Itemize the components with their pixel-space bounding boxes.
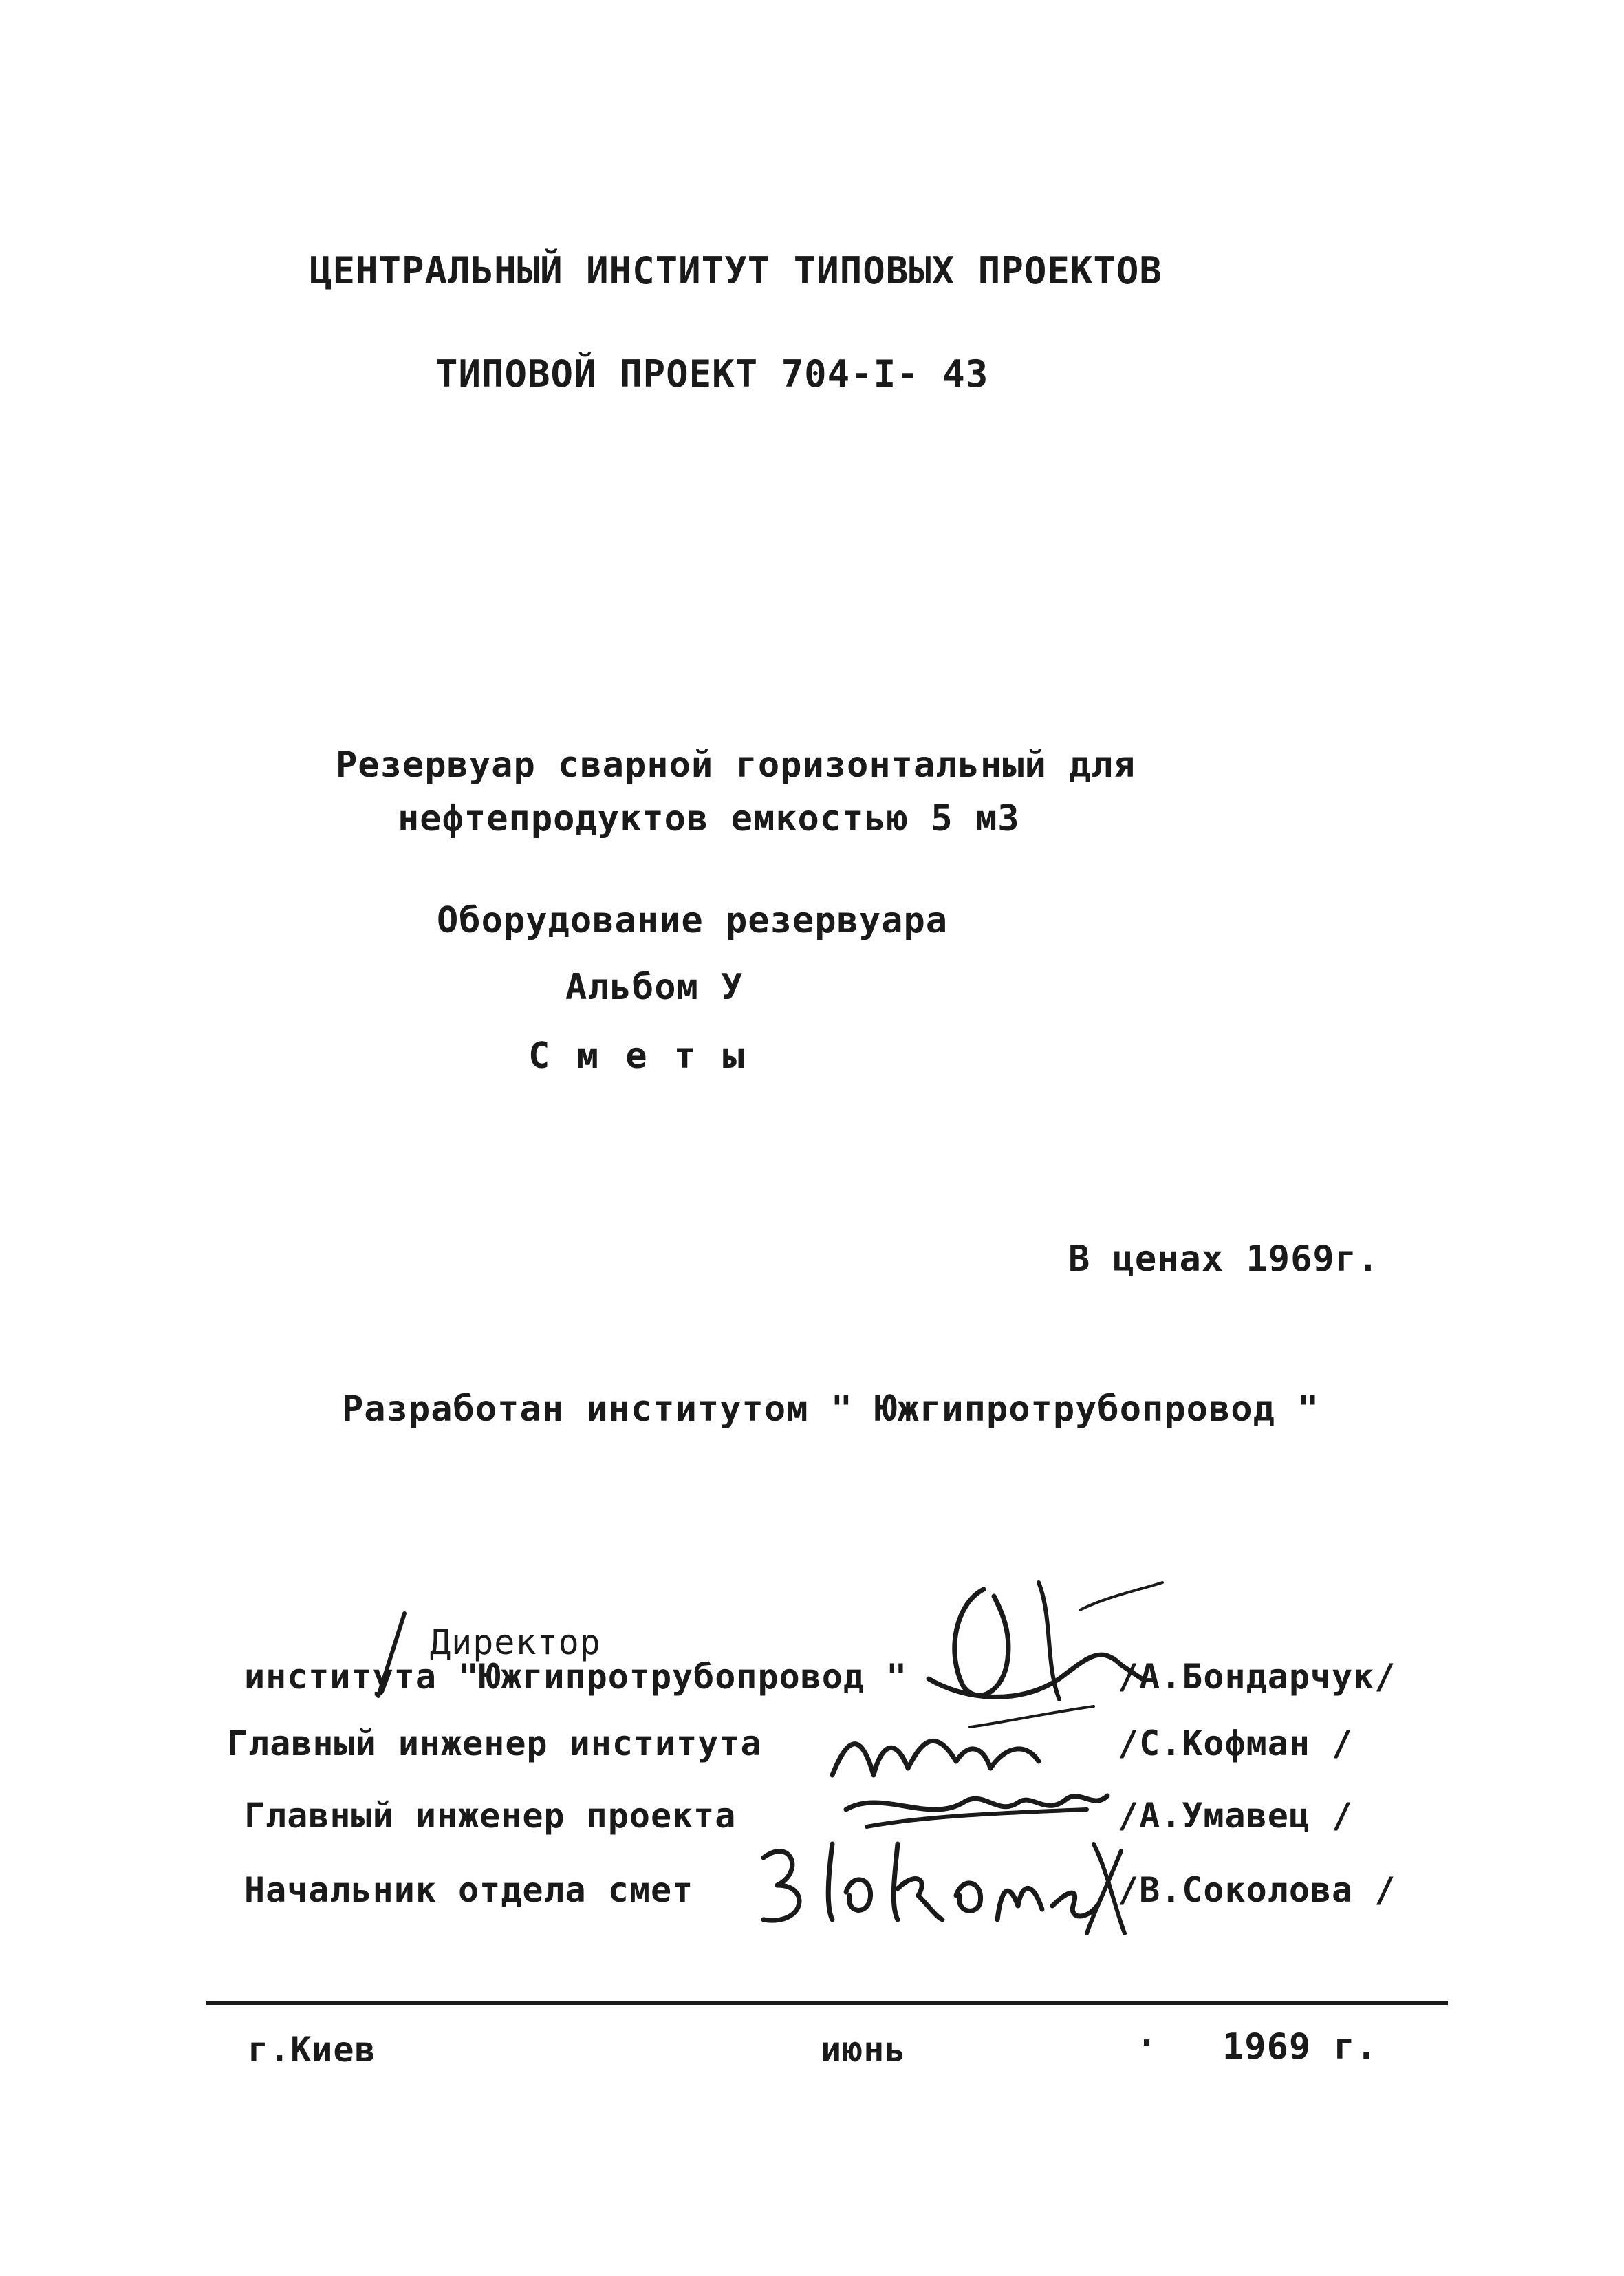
title-line-2: нефтепродуктов емкостью 5 м3	[398, 798, 1020, 839]
slash-mark-icon	[371, 1610, 413, 1699]
developed-by: Разработан институтом " Южгипротрубопровод "	[342, 1388, 1320, 1430]
institute-heading: ЦЕНТРАЛЬНЫЙ ИНСТИТУТ ТИПОВЫХ ПРОЕКТОВ	[310, 249, 1162, 292]
footer-city: г.Киев	[248, 2030, 376, 2070]
signature-role-chief-engineer-institute: Главный инженер института	[227, 1724, 762, 1763]
handwritten-signature-icon	[750, 1830, 1135, 1940]
title-line-3: Оборудование резервуара	[437, 900, 949, 941]
footer-month: июнь	[821, 2030, 907, 2070]
project-number: ТИПОВОЙ ПРОЕКТ 704-I- 43	[435, 352, 989, 396]
prices-note: В ценах 1969г.	[1068, 1238, 1380, 1280]
footer-year: 1969 г.	[1222, 2026, 1378, 2068]
signature-name-director: /А.Бондарчук/	[1118, 1657, 1396, 1697]
footer-divider	[206, 2001, 1448, 2005]
signature-role-director-line1: Директор	[430, 1622, 601, 1662]
footer-bullet: ·	[1136, 2023, 1158, 2063]
signature-name-head-estimates: /В.Соколова /	[1118, 1870, 1396, 1910]
signature-name-chief-engineer-institute: /С.Кофман /	[1118, 1724, 1354, 1763]
signature-role-director-line2: института "Южгипротрубопровод "	[244, 1657, 908, 1697]
title-line-1: Резервуар сварной горизонтальный для	[336, 744, 1136, 786]
section-label: С м е т ы	[528, 1035, 747, 1077]
signature-role-chief-engineer-project: Главный инженер проекта	[244, 1796, 737, 1836]
signature-name-chief-engineer-project: /А.Умавец /	[1118, 1796, 1354, 1836]
album-label: Альбом У	[565, 967, 744, 1008]
signature-role-head-estimates: Начальник отдела смет	[244, 1870, 694, 1910]
